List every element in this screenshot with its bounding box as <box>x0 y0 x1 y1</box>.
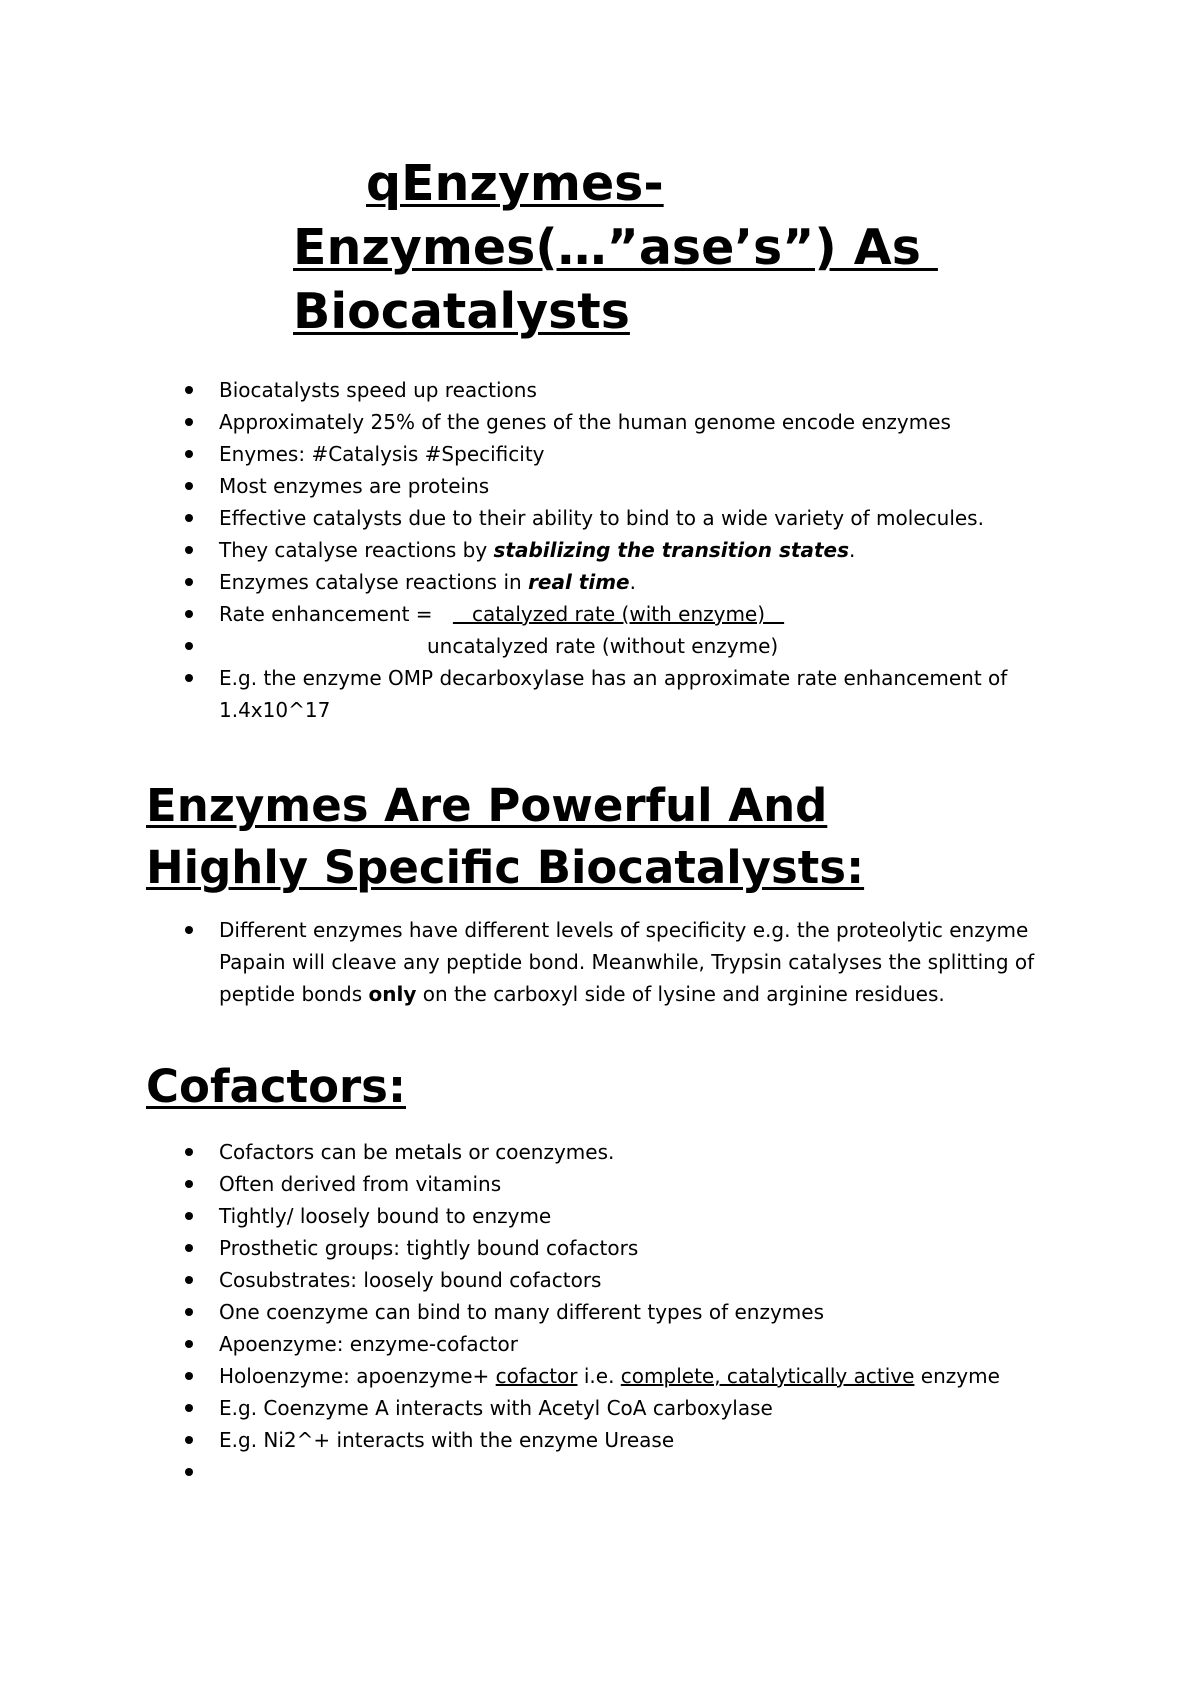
list-item: One coenzyme can bind to many different types of enzymes <box>185 1296 1045 1328</box>
specificity-bullet-list <box>185 914 1045 1010</box>
bullet-icon <box>185 610 193 618</box>
list-item: Often derived from vitamins <box>185 1168 1045 1200</box>
list-item: E.g. Ni2^+ interacts with the enzyme Urease <box>185 1424 1045 1456</box>
rate-numerator: catalyzed rate (with enzyme) <box>452 602 785 626</box>
bullet-icon <box>185 450 193 458</box>
bullet-icon <box>185 1340 193 1348</box>
bullet-icon <box>185 514 193 522</box>
list-item-empty <box>185 1456 1045 1488</box>
cofactors-bullet-list <box>185 1136 1045 1488</box>
list-item: Cosubstrates: loosely bound cofactors <box>185 1264 1045 1296</box>
rate-denominator: uncatalyzed rate (without enzyme) <box>427 634 779 658</box>
section-heading-cofactors: Cofactors: <box>146 1060 406 1113</box>
list-item: Biocatalysts speed up reactions <box>185 374 1045 406</box>
underlined-text: complete, catalytically active <box>620 1364 915 1388</box>
list-item-transition-states: They catalyse reactions by stabilizing the transition states. <box>185 534 1045 566</box>
bullet-icon <box>185 578 193 586</box>
bullet-icon <box>185 1436 193 1444</box>
bullet-icon <box>185 1244 193 1252</box>
bullet-icon <box>185 642 193 650</box>
list-item: Effective catalysts due to their ability to bind to a wide variety of molecules. <box>185 502 1045 534</box>
bullet-icon <box>185 1308 193 1316</box>
list-item: Enymes: #Catalysis #Specificity <box>185 438 1045 470</box>
list-item: Approximately 25% of the genes of the human genome encode enzymes <box>185 406 1045 438</box>
list-item: Different enzymes have different levels of specificity e.g. the proteolytic enzyme Papain will cleave any peptide bond. Meanwhile, Trypsin catalyses the splitting of peptide bonds only on the carboxyl side of lysine and arginine residues. <box>185 914 1045 1010</box>
list-item: Tightly/ loosely bound to enzyme <box>185 1200 1045 1232</box>
list-item: E.g. Coenzyme A interacts with Acetyl CoA carboxylase <box>185 1392 1045 1424</box>
list-item: Cofactors can be metals or coenzymes. <box>185 1136 1045 1168</box>
bullet-icon <box>185 674 193 682</box>
list-item-rate-enhancement <box>185 598 1045 630</box>
list-item-real-time: Enzymes catalyse reactions in real time. <box>185 566 1045 598</box>
title-line-1: qEnzymes- <box>366 155 664 212</box>
bullet-icon <box>185 482 193 490</box>
list-item: Prosthetic groups: tightly bound cofactors <box>185 1232 1045 1264</box>
intro-bullet-list <box>185 374 1045 726</box>
document-title <box>293 152 938 344</box>
bullet-icon <box>185 418 193 426</box>
bullet-icon <box>185 1148 193 1156</box>
list-item: Apoenzyme: enzyme-cofactor <box>185 1328 1045 1360</box>
list-item-rate-denominator <box>185 630 1045 662</box>
list-item-holoenzyme: Holoenzyme: apoenzyme+ cofactor i.e. complete, catalytically active enzyme <box>185 1360 1045 1392</box>
emphasis-text: real time <box>528 570 630 594</box>
bullet-icon <box>185 1276 193 1284</box>
rate-label: Rate enhancement = <box>219 602 439 626</box>
list-item: Most enzymes are proteins <box>185 470 1045 502</box>
bullet-icon <box>185 926 193 934</box>
list-item: E.g. the enzyme OMP decarboxylase has an approximate rate enhancement of 1.4x10^17 <box>185 662 1045 726</box>
bullet-icon <box>185 386 193 394</box>
bullet-icon <box>185 1372 193 1380</box>
bullet-icon <box>185 546 193 554</box>
section-heading-powerful: Enzymes Are Powerful And Highly Specific Biocatalysts: <box>146 779 865 894</box>
bullet-icon <box>185 1468 193 1476</box>
title-line-3: Biocatalysts <box>293 283 630 340</box>
underlined-text: cofactor <box>495 1364 578 1388</box>
emphasis-text: only <box>368 982 417 1006</box>
bullet-icon <box>185 1212 193 1220</box>
emphasis-text: stabilizing the transition states <box>493 538 849 562</box>
bullet-icon <box>185 1180 193 1188</box>
title-line-2: Enzymes(…”ase’s”) As <box>293 219 938 276</box>
bullet-icon <box>185 1404 193 1412</box>
